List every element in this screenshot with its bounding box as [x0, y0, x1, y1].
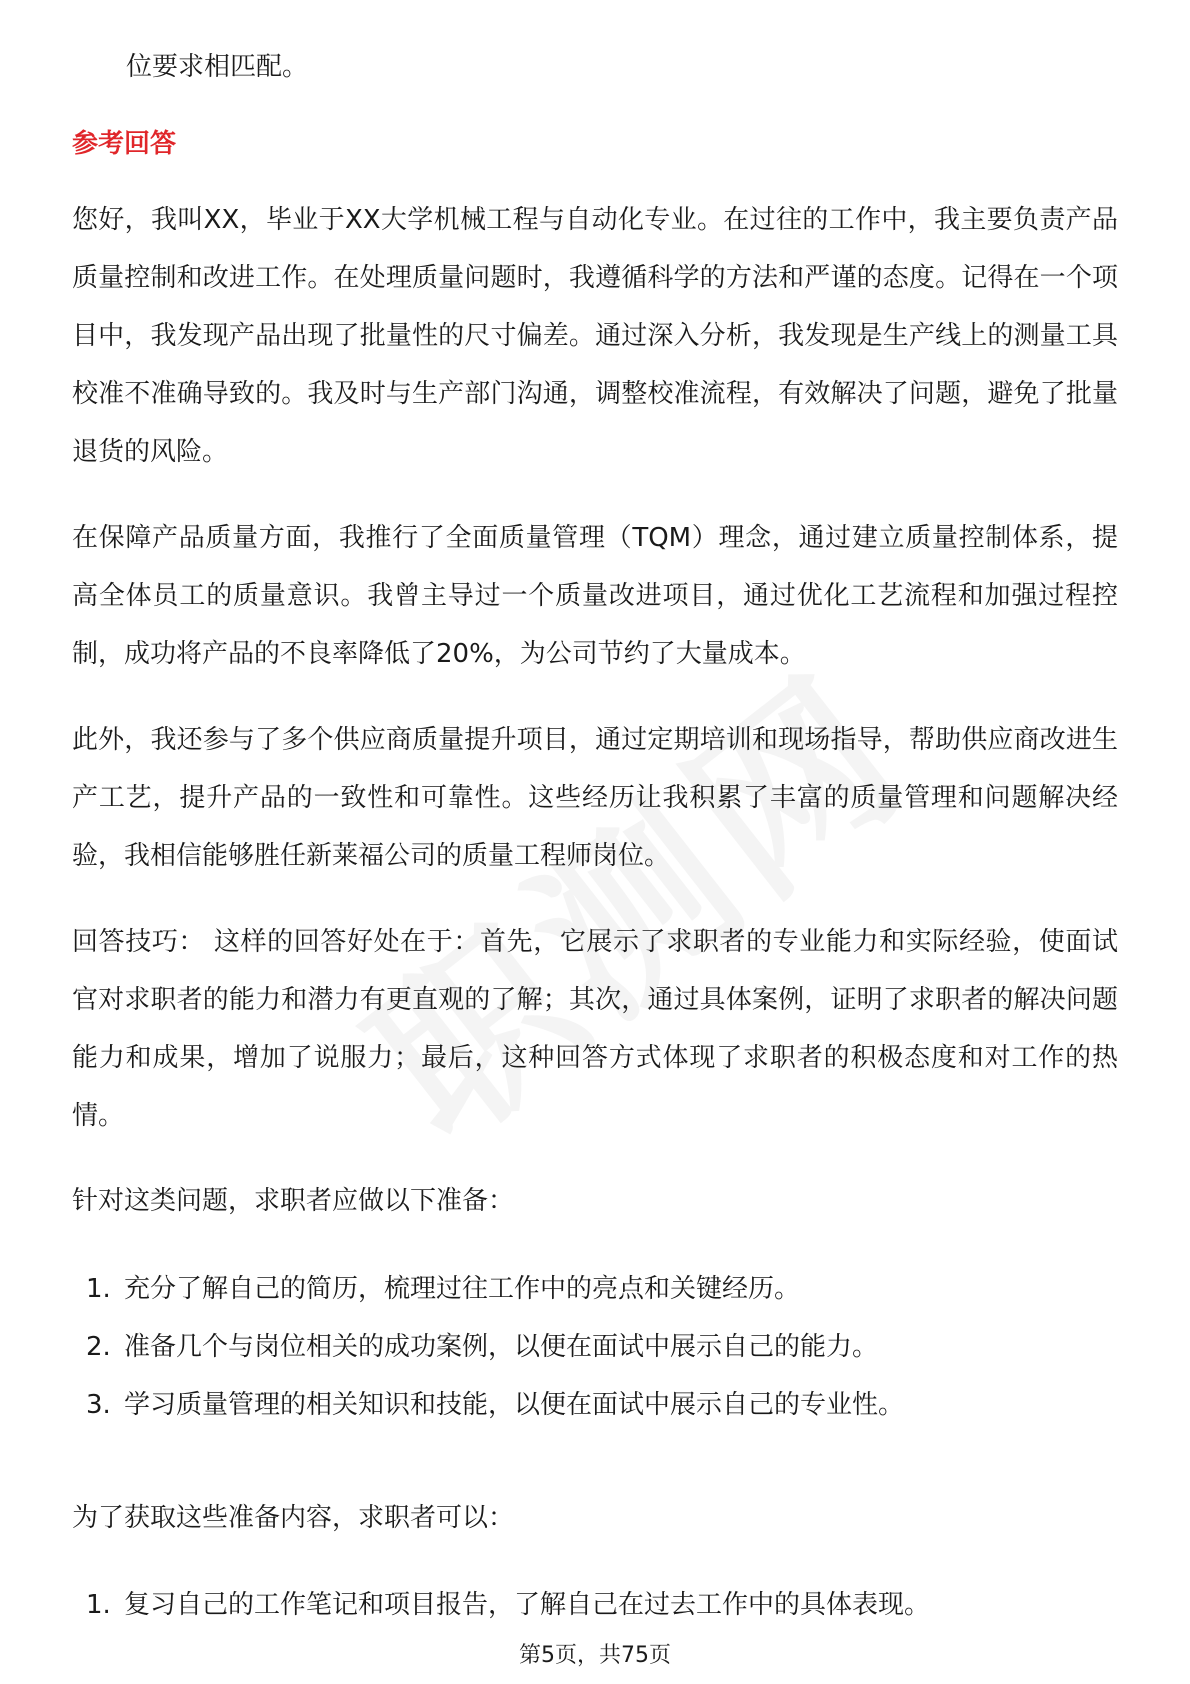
list-number: 2. [86, 1332, 111, 1362]
preparation-list [86, 1260, 1116, 1434]
section-title: 参考回答 [72, 129, 177, 159]
list-number: 3. [86, 1390, 111, 1420]
page-footer: 第5页，共75页 [519, 1643, 671, 1668]
list-item [86, 1376, 1116, 1434]
answer-paragraph-quality: 在保障产品质量方面，我推行了全面质量管理（TQM）理念，通过建立质量控制体系，提高全体员工的质量意识。我曾主导过一个质量改进项目，通过优化工艺流程和加强过程控制，成功将产品的不良率降低了20%，为公司节约了大量成本。 [72, 523, 1118, 669]
answer-paragraph-intro: 您好，我叫XX，毕业于XX大学机械工程与自动化专业。在过往的工作中，我主要负责产品质量控制和改进工作。在处理质量问题时，我遵循科学的方法和严谨的态度。记得在一个项目中，我发现产品出现了批量性的尺寸偏差。通过深入分析，我发现是生产线上的测量工具校准不准确导致的。我及时与生产部门沟通，调整校准流程，有效解决了问题，避免了批量退货的风险。 [72, 205, 1118, 467]
list-text: 准备几个与岗位相关的成功案例，以便在面试中展示自己的能力。 [124, 1332, 879, 1362]
list-number: 1. [86, 1274, 111, 1304]
list-text: 充分了解自己的简历，梳理过往工作中的亮点和关键经历。 [124, 1274, 801, 1304]
answer-paragraph-supplier: 此外，我还参与了多个供应商质量提升项目，通过定期培训和现场指导，帮助供应商改进生产工艺，提升产品的一致性和可靠性。这些经历让我积累了丰富的质量管理和问题解决经验，我相信能够胜任新莱福公司的质量工程师岗位。 [72, 725, 1118, 871]
list-item [86, 1318, 1116, 1376]
list-text: 复习自己的工作笔记和项目报告，了解自己在过去工作中的具体表现。 [124, 1590, 931, 1620]
list-text: 学习质量管理的相关知识和技能，以便在面试中展示自己的专业性。 [124, 1390, 905, 1420]
continuation-text: 位要求相匹配。 [126, 52, 309, 82]
sources-heading: 为了获取这些准备内容，求职者可以： [72, 1503, 515, 1533]
list-number: 1. [86, 1590, 111, 1620]
list-item [86, 1576, 1116, 1634]
list-item [86, 1260, 1116, 1318]
sources-list [86, 1576, 1116, 1634]
preparation-heading: 针对这类问题，求职者应做以下准备： [72, 1186, 515, 1216]
answer-tips-paragraph: 回答技巧： 这样的回答好处在于：首先，它展示了求职者的专业能力和实际经验，使面试官对求职者的能力和潜力有更直观的了解；其次，通过具体案例，证明了求职者的解决问题能力和成果，增加了说服力；最后，这种回答方式体现了求职者的积极态度和对工作的热情。 [72, 927, 1118, 1131]
